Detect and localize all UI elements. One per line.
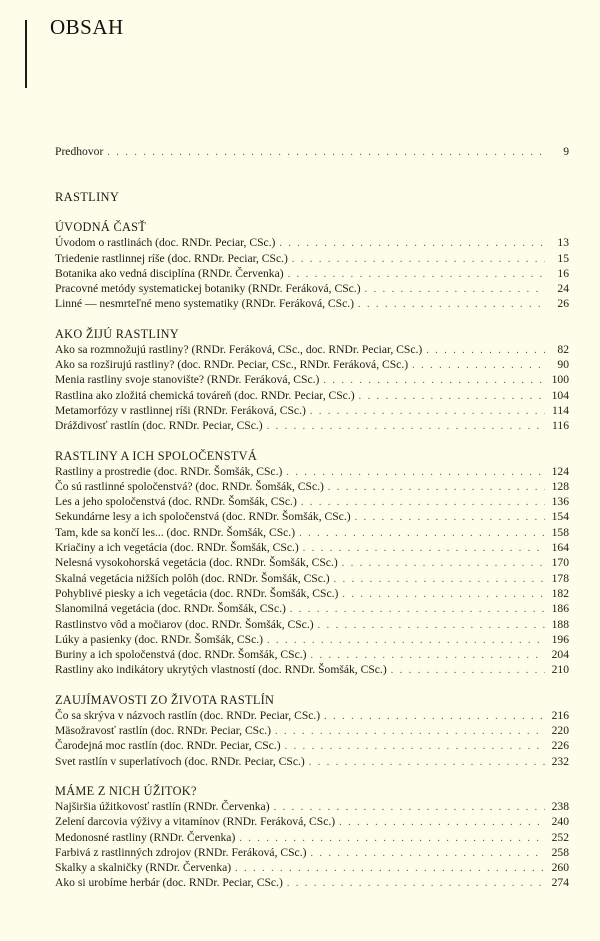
- entry-page: 258: [551, 845, 569, 859]
- entry-title: Dráždivosť rastlín (doc. RNDr. Peciar, CSc.): [55, 419, 263, 433]
- toc-entry[interactable]: [55, 403, 569, 418]
- entry-title: Rastliny ako indikátory ukrytých vlastností (doc. RNDr. Šomšák, CSc.): [55, 663, 387, 677]
- entry-page: 232: [551, 754, 569, 768]
- toc-entry[interactable]: [55, 235, 569, 250]
- entry-page: 238: [551, 799, 569, 813]
- leader-dots: [267, 633, 545, 648]
- toc-entry[interactable]: [55, 662, 569, 677]
- toc-entry[interactable]: [55, 754, 569, 769]
- leader-dots: [342, 556, 545, 571]
- entry-title: Ako sa rozširujú rastliny? (doc. RNDr. Peciar, CSc., RNDr. Feráková, CSc.): [55, 358, 409, 372]
- leader-dots: [279, 236, 545, 251]
- toc-entry[interactable]: [55, 586, 569, 601]
- section-heading: RASTLINY A ICH SPOLOČENSTVÁ: [55, 448, 258, 463]
- entry-title: Čo sú rastlinné spoločenstvá? (doc. RNDr. Šomšák, CSc.): [55, 479, 324, 493]
- entry-title: Triedenie rastlinnej ríše (doc. RNDr. Peciar, CSc.): [55, 251, 288, 265]
- toc-entry[interactable]: [55, 708, 569, 723]
- entry-title: Menia rastliny svoje stanovište? (RNDr. Feráková, CSc.): [55, 373, 320, 387]
- toc-entry[interactable]: [55, 571, 569, 586]
- toc-entry[interactable]: [55, 266, 569, 281]
- section-heading: ZAUJÍMAVOSTI ZO ŽIVOTA RASTLÍN: [55, 692, 275, 707]
- entry-page: 90: [557, 358, 569, 372]
- sections: [55, 219, 569, 890]
- entry-page: 178: [551, 571, 569, 585]
- toc-entry[interactable]: [55, 296, 569, 311]
- leader-dots: [239, 831, 545, 846]
- toc-entry[interactable]: [55, 540, 569, 555]
- toc-entry[interactable]: [55, 647, 569, 662]
- toc-entry[interactable]: [55, 738, 569, 753]
- entry-page: 220: [551, 724, 569, 738]
- toc-entry[interactable]: [55, 632, 569, 647]
- entry-title: Skalky a skalničky (RNDr. Červenka): [55, 861, 232, 875]
- entry-title: Úvodom o rastlinách (doc. RNDr. Peciar, CSc.): [55, 236, 276, 250]
- leader-dots: [309, 755, 545, 770]
- entry-page: 128: [551, 479, 569, 493]
- toc-entry[interactable]: [55, 723, 569, 738]
- entry-title: Rastlina ako zložitá chemická továreň (doc. RNDr. Peciar, CSc.): [55, 388, 355, 402]
- toc-entry[interactable]: [55, 845, 569, 860]
- toc-entry[interactable]: [55, 525, 569, 540]
- toc-entry[interactable]: [55, 418, 569, 433]
- entry-title: Predhovor: [55, 145, 104, 158]
- entry-page: 252: [551, 830, 569, 844]
- entry-title: Najširšia úžitkovosť rastlín (RNDr. Červenka): [55, 799, 270, 813]
- entry-title: Tam, kde sa končí les... (doc. RNDr. Šomšák, CSc.): [55, 525, 296, 539]
- leader-dots: [426, 343, 545, 358]
- entry-title: Pracovné metódy systematickej botaniky (RNDr. Feráková, CSc.): [55, 282, 361, 296]
- entry-title: Ako si urobíme herbár (doc. RNDr. Peciar, CSc.): [55, 876, 283, 890]
- leader-dots: [235, 861, 545, 876]
- entry-title: Metamorfózy v rastlinnej ríši (RNDr. Feráková, CSc.): [55, 403, 306, 417]
- section-heading: MÁME Z NICH ÚŽITOK?: [55, 783, 197, 798]
- leader-dots: [324, 709, 545, 724]
- leader-dots: [365, 282, 545, 297]
- leader-dots: [355, 510, 545, 525]
- entry-title: Farbivá z rastlinných zdrojov (RNDr. Feráková, CSc.): [55, 845, 307, 859]
- toc-entry[interactable]: [55, 494, 569, 509]
- entry-page: 16: [557, 266, 569, 280]
- toc-entry[interactable]: [55, 388, 569, 403]
- page-title: OBSAH: [50, 15, 124, 39]
- leader-dots: [391, 663, 545, 678]
- leader-dots: [267, 419, 545, 434]
- entry-title: Lúky a pasienky (doc. RNDr. Šomšák, CSc.): [55, 632, 264, 646]
- leader-dots: [359, 389, 545, 404]
- entry-title: Ako sa rozmnožujú rastliny? (RNDr. Feráková, CSc., doc. RNDr. Peciar, CSc.): [55, 342, 423, 356]
- entry-page: 9: [563, 145, 569, 158]
- toc-entry[interactable]: [55, 509, 569, 524]
- leader-dots: [301, 495, 545, 510]
- entry-page: 154: [551, 510, 569, 524]
- entry-title: Mäsožravosť rastlín (doc. RNDr. Peciar, CSc.): [55, 724, 272, 738]
- leader-dots: [310, 846, 545, 861]
- entry-title: Buriny a ich spoločenstvá (doc. RNDr. Šomšák, CSc.): [55, 648, 307, 662]
- toc-entry[interactable]: [55, 555, 569, 570]
- leader-dots: [275, 724, 545, 739]
- toc-entry[interactable]: [55, 830, 569, 845]
- leader-dots: [274, 800, 545, 815]
- entry-page: 170: [551, 556, 569, 570]
- entry-page: 158: [551, 525, 569, 539]
- entry-title: Pohyblivé piesky a ich vegetácia (doc. RNDr. Šomšák, CSc.): [55, 586, 339, 600]
- entry-page: 164: [551, 541, 569, 555]
- entry-title: Sekundárne lesy a ich spoločenstvá (doc. RNDr. Šomšák, CSc.): [55, 510, 351, 524]
- leader-dots: [285, 739, 545, 754]
- entry-page: 260: [551, 861, 569, 875]
- leader-dots: [412, 358, 545, 373]
- entry-page: 82: [557, 342, 569, 356]
- leader-dots: [328, 480, 545, 495]
- toc-entry[interactable]: [55, 251, 569, 266]
- leader-dots: [303, 541, 545, 556]
- toc-entry[interactable]: [55, 860, 569, 875]
- entry-page: 116: [552, 419, 569, 433]
- section-heading: ÚVODNÁ ČASŤ: [55, 220, 147, 235]
- leader-dots: [287, 876, 545, 891]
- toc-entry[interactable]: [55, 342, 569, 357]
- entry-page: 13: [557, 236, 569, 250]
- toc-entry-preface[interactable]: [55, 144, 569, 159]
- entry-page: 104: [551, 388, 569, 402]
- leader-dots: [311, 648, 546, 663]
- leader-dots: [318, 618, 545, 633]
- toc-entry[interactable]: [55, 464, 569, 479]
- toc-entry[interactable]: [55, 357, 569, 372]
- entry-page: 100: [551, 373, 569, 387]
- leader-dots: [358, 297, 545, 312]
- entry-title: Medonosné rastliny (RNDr. Červenka): [55, 830, 236, 844]
- leader-dots: [310, 404, 545, 419]
- entry-title: Čo sa skrýva v názvoch rastlín (doc. RNDr. Peciar, CSc.): [55, 708, 321, 722]
- leader-dots: [107, 145, 545, 160]
- entry-title: Skalná vegetácia nižších polôh (doc. RNDr. Šomšák, CSc.): [55, 571, 330, 585]
- toc-entry[interactable]: [55, 814, 569, 829]
- entry-page: 216: [551, 708, 569, 722]
- entry-title: Rastlinstvo vôd a močiarov (doc. RNDr. Šomšák, CSc.): [55, 617, 314, 631]
- entry-page: 188: [551, 617, 569, 631]
- entry-page: 136: [551, 495, 569, 509]
- toc-entry[interactable]: [55, 479, 569, 494]
- entry-title: Kriačiny a ich vegetácia (doc. RNDr. Šomšák, CSc.): [55, 541, 299, 555]
- entry-page: 196: [551, 632, 569, 646]
- entry-title: Čarodejná moc rastlín (doc. RNDr. Peciar, CSc.): [55, 739, 281, 753]
- entry-title: Nelesná vysokohorská vegetácia (doc. RNDr. Šomšák, CSc.): [55, 556, 338, 570]
- entry-page: 274: [551, 876, 569, 890]
- entry-page: 24: [557, 282, 569, 296]
- entry-page: 204: [551, 648, 569, 662]
- toc-entry[interactable]: [55, 601, 569, 616]
- entry-page: 26: [557, 297, 569, 311]
- toc-entry[interactable]: [55, 799, 569, 814]
- leader-dots: [292, 252, 545, 267]
- leader-dots: [290, 602, 545, 617]
- toc-entry[interactable]: [55, 281, 569, 296]
- entry-title: Linné — nesmrteľné meno systematiky (RNDr. Feráková, CSc.): [55, 297, 355, 311]
- toc-entry[interactable]: [55, 875, 569, 890]
- leader-dots: [299, 526, 545, 541]
- leader-dots: [342, 587, 545, 602]
- entry-page: 182: [551, 586, 569, 600]
- entry-title: Zelení darcovia výživy a vitamínov (RNDr. Feráková, CSc.): [55, 815, 336, 829]
- section-heading: AKO ŽIJÚ RASTLINY: [55, 326, 179, 341]
- entry-title: Svet rastlín v superlatívoch (doc. RNDr. Peciar, CSc.): [55, 754, 305, 768]
- leader-dots: [288, 267, 545, 282]
- entry-page: 114: [552, 403, 569, 417]
- entry-title: Slanomilná vegetácia (doc. RNDr. Šomšák, CSc.): [55, 602, 286, 616]
- leader-dots: [339, 815, 545, 830]
- entry-page: 186: [551, 602, 569, 616]
- entry-page: 210: [551, 663, 569, 677]
- entry-title: Botanika ako vedná disciplína (RNDr. Červenka): [55, 266, 284, 280]
- entry-page: 226: [551, 739, 569, 753]
- table-of-contents: [55, 144, 569, 891]
- leader-dots: [286, 465, 545, 480]
- entry-page: 240: [551, 815, 569, 829]
- entry-title: Rastliny a prostredie (doc. RNDr. Šomšák, CSc.): [55, 464, 283, 478]
- toc-entry[interactable]: [55, 372, 569, 387]
- leader-dots: [323, 373, 545, 388]
- entry-page: 15: [557, 251, 569, 265]
- part-heading: RASTLINY: [55, 190, 120, 205]
- margin-rule: [25, 20, 27, 88]
- leader-dots: [334, 572, 545, 587]
- entry-title: Les a jeho spoločenstvá (doc. RNDr. Šomšák, CSc.): [55, 495, 297, 509]
- toc-entry[interactable]: [55, 617, 569, 632]
- entry-page: 124: [551, 464, 569, 478]
